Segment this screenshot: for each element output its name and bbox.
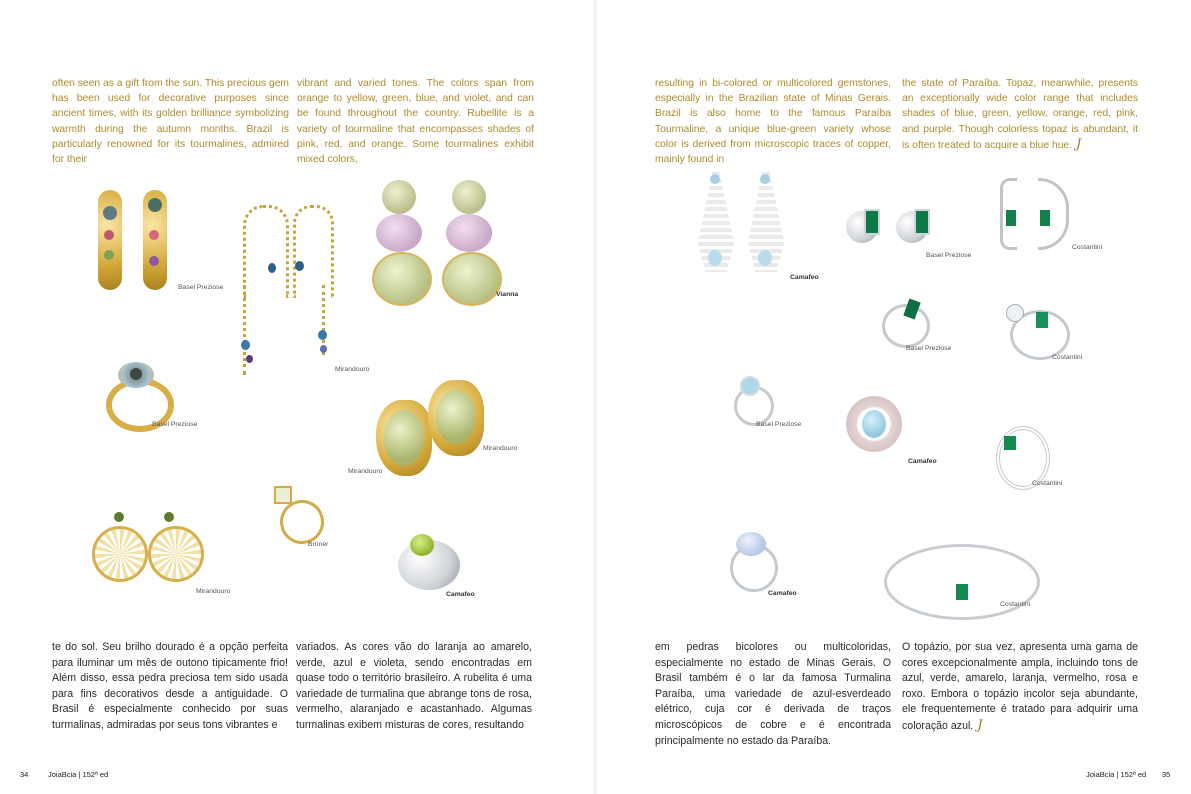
mirandouro-long-earrings-image xyxy=(238,205,338,375)
basel-blue-topaz-ring-image xyxy=(732,376,778,426)
caption-basel-preziose-2: Basel Preziose xyxy=(152,421,198,428)
vianna-earrings-image xyxy=(372,178,522,308)
page-number: 34 xyxy=(20,770,29,779)
mirandouro-cocktail-rings-image xyxy=(372,380,492,480)
caption-camafeo-4: Camafeo xyxy=(768,590,797,597)
mirandouro-round-earrings-image xyxy=(92,512,202,602)
camafeo-chandelier-earrings-image xyxy=(692,172,792,282)
caption-basel-preziose-5: Basel Preziose xyxy=(756,421,802,428)
costantini-emerald-ring-image xyxy=(992,416,1052,486)
right-page xyxy=(596,0,1191,794)
caption-vianna: Vianna xyxy=(496,291,519,298)
magazine-footer: JoiaBcia | 152ª ed xyxy=(48,770,109,779)
signature-mark-2: J xyxy=(977,717,983,733)
caption-mirandouro-3: Mirandouro xyxy=(348,468,383,475)
caption-costantini-3: Costantini xyxy=(1032,480,1063,487)
english-column-1: often seen as a gift from the sun. This precious gem has been used for decorative purposes since ancient times, with its golden brilliance symbolizing warmth during the autumn months. Brazil is particularly renowned for its tourmalines, admired for their xyxy=(52,78,289,166)
costantini-bangle-image xyxy=(884,540,1044,622)
portuguese-column-4-text: O topázio, por sua vez, apresenta uma gama de cores excepcionalmente ampla, incluindo tons de azul, verde, amarelo, laranja, vermelho, rosa e roxo. Embora o topázio incolor seja abundante, ele frequentemente é tratado para adquirir uma coloração azul. xyxy=(902,641,1138,732)
caption-mirandouro-2: Mirandouro xyxy=(483,445,518,452)
costantini-toi-et-moi-ring-image xyxy=(1006,300,1076,358)
signature-mark: J xyxy=(1076,136,1082,152)
camafeo-peridot-ring-image xyxy=(396,530,466,592)
english-column-4-text: the state of Paraíba. Topaz, meanwhile, presents an exceptionally wide color range that includes shades of blue, green, yellow, orange, red, pink, and purple. Though colorless topaz is abundant, it is often treated to acquire a blue hue. xyxy=(902,78,1138,151)
basel-ring-image xyxy=(102,362,172,424)
caption-basel-preziose-4: Basel Preziose xyxy=(906,345,952,352)
english-column-3: resulting in bi-colored or multicolored gemstones, especially in the Brazilian state of Minas Gerais. Brazil is also home to the famous Paraíba Tourmaline, a unique blue-green variety whose color is derived from microscopic traces of copper, mainly found in xyxy=(655,78,891,166)
portuguese-column-2: variados. As cores vão do laranja ao amarelo, verde, azul e violeta, sendo encontradas em quase todo o território brasileiro. A rubelita é uma variedade de turmalina que abrange tons de rosa, vermelho, alaranjado e acastanhado. Algumas turmalinas exibem misturas de cores, resultando xyxy=(296,641,532,731)
camafeo-opal-ring-image xyxy=(726,530,782,590)
page-number-2: 35 xyxy=(1162,770,1171,779)
basel-emerald-earrings-image xyxy=(844,205,940,253)
basel-emerald-ring-image xyxy=(880,296,936,346)
caption-costantini-2: Costantini xyxy=(1052,354,1083,361)
costantini-hoop-earrings-image xyxy=(1000,178,1080,250)
caption-camafeo-2: Camafeo xyxy=(790,274,819,281)
caption-costantini-4: Costantini xyxy=(1000,601,1031,608)
caption-bruner: Brüner xyxy=(308,541,329,548)
caption-mirandouro-4: Mirandouro xyxy=(196,588,231,595)
caption-mirandouro: Mirandouro xyxy=(335,366,370,373)
english-column-4 xyxy=(902,76,1138,153)
portuguese-column-4 xyxy=(902,640,1138,735)
caption-basel-preziose-3: Basel Preziose xyxy=(926,252,972,259)
magazine-footer-2: JoiaBcia | 152ª ed xyxy=(1086,770,1147,779)
english-column-2: vibrant and varied tones. The colors span from orange to yellow, green, blue, and violet, and can be found throughout the country. Rubellite is a variety of tourmaline that encompasses shades of pink, red, and orange. Some tourmalines exhibit mixed colors, xyxy=(297,78,534,166)
caption-costantini: Costantini xyxy=(1072,244,1103,251)
caption-basel-preziose: Basel Preziose xyxy=(178,284,224,291)
basel-earrings-image xyxy=(98,190,178,300)
left-page xyxy=(0,0,595,794)
portuguese-column-1: te do sol. Seu brilho dourado é a opção perfeita para iluminar um mês de outono tipicamente frio! Além disso, essa pedra preciosa tem sido usada para fins decorativos desde a antiguidade. O Brasil é especialmente conhecido por suas turmalinas, admiradas por seus tons vibrantes e xyxy=(52,641,288,731)
portuguese-column-3: em pedras bicolores ou multicoloridas, especialmente no estado de Minas Gerais. O Brasil também é o lar da famosa Turmalina Paraíba, uma variedade de azul-esverdeado elétrico, cuja cor é derivada de traços microscópicos de cobre e é encontrada principalmente no estado da Paraíba. xyxy=(655,641,891,747)
camafeo-halo-ring-image xyxy=(846,396,906,456)
caption-camafeo: Camafeo xyxy=(446,591,475,598)
caption-camafeo-3: Camafeo xyxy=(908,458,937,465)
